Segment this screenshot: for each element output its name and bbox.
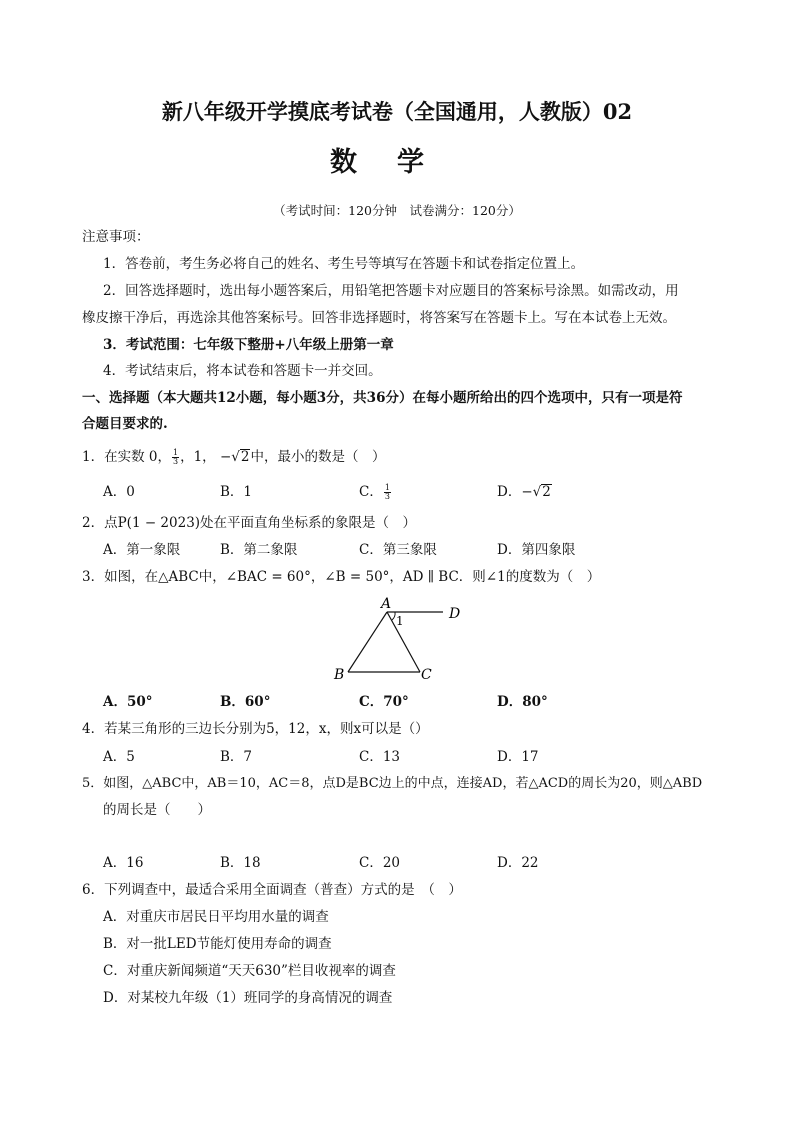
notice-heading: 注意事项： bbox=[82, 229, 150, 245]
q1-mid: ，1， bbox=[180, 449, 216, 465]
q1-vals: 0， bbox=[148, 449, 171, 465]
question-1: 1．在实数 0， $\frac{1}{3}$ ，1， −√2中，最小的数是（ ） bbox=[82, 448, 386, 466]
q2-option-b: B．第二象限 bbox=[220, 542, 298, 558]
notice-item-4: 4．考试结束后，将本试卷和答题卡一并交回。 bbox=[103, 363, 382, 379]
q3-option-d: D．80° bbox=[497, 694, 548, 710]
exam-title: 新八年级开学摸底考试卷（全国通用，人教版）02 bbox=[161, 99, 633, 124]
q4-option-d: D．17 bbox=[497, 749, 539, 765]
notice-item-2: 2．回答选择题时，选出每小题答案后，用铅笔把答题卡对应题目的答案标号涂黑。如需改动，用 bbox=[103, 283, 679, 299]
q3-option-a: A．50° bbox=[103, 694, 153, 710]
q1-option-c-fraction bbox=[384, 484, 391, 501]
subject-heading: 数学 bbox=[330, 147, 464, 178]
question-5: 5．如图，△ABC中，AB＝10，AC＝8，点D是BC边上的中点，连接AD，若△ACD的周长为20，则△ABD bbox=[82, 776, 703, 791]
q1-pre: 1．在实数 bbox=[82, 449, 145, 465]
q1-optd-root: 2 bbox=[542, 484, 551, 500]
q1-option-b: B．1 bbox=[220, 484, 253, 500]
q6-option-a: A．对重庆市居民日平均用水量的调查 bbox=[103, 909, 329, 925]
label-angle-1: 1 bbox=[396, 614, 404, 628]
label-a: A bbox=[381, 596, 392, 612]
q1-optc-den: 3 bbox=[384, 492, 390, 501]
section-heading-cont: 合题目要求的. bbox=[82, 416, 168, 432]
q4-option-a: A．5 bbox=[103, 749, 135, 765]
q3-option-b: B．60° bbox=[220, 694, 271, 710]
q1-post: 中，最小的数是（ ） bbox=[250, 449, 386, 465]
line-ab bbox=[348, 612, 387, 672]
q1-optc-num: 1 bbox=[384, 483, 390, 492]
angle-1-arc bbox=[392, 612, 395, 620]
q6-option-c: C．对重庆新闻频道“天天630”栏目收视率的调查 bbox=[103, 963, 396, 979]
question-3: 3．如图，在△ABC中，∠BAC = 60°，∠B = 50°，AD ∥ BC．则∠1的度数为（ ） bbox=[82, 569, 601, 585]
q2-option-c: C．第三象限 bbox=[359, 542, 437, 558]
q6-option-b: B．对一批LED节能灯使用寿命的调查 bbox=[103, 936, 332, 952]
q5-option-a: A．16 bbox=[103, 855, 144, 871]
q1-frac-den: 3 bbox=[172, 457, 179, 466]
q1-neg: − bbox=[219, 449, 232, 465]
q4-option-b: B．7 bbox=[220, 749, 253, 765]
notice-item-3: 3．考试范围：七年级下整册+八年级上册第一章 bbox=[103, 337, 394, 353]
q1-fraction bbox=[172, 449, 179, 466]
question-6: 6．下列调查中，最适合采用全面调查（普查）方式的是 （ ） bbox=[82, 882, 462, 898]
question-2: 2．点P(1 − 2023)处在平面直角坐标系的象限是（ ） bbox=[82, 515, 417, 531]
q1-option-a: A．0 bbox=[103, 484, 135, 500]
label-b: B bbox=[334, 667, 345, 683]
section-heading: 一、选择题（本大题共12小题，每小题3分，共36分）在每小题所给出的四个选项中，只有一项是符 bbox=[82, 390, 683, 406]
label-d: D bbox=[449, 606, 461, 622]
exam-info: （考试时间：120分钟 试卷满分：120分） bbox=[273, 203, 521, 218]
label-c: C bbox=[421, 667, 432, 683]
q3-option-c: C．70° bbox=[359, 694, 409, 710]
q1-option-c-label: C． bbox=[359, 484, 383, 500]
q1-root: 2 bbox=[240, 449, 250, 465]
q1-option-d: D．−√2 bbox=[497, 484, 551, 500]
q6-option-d: D．对某校九年级（1）班同学的身高情况的调查 bbox=[103, 990, 393, 1006]
question-4: 4．若某三角形的三边长分别为5，12，x，则x可以是（） bbox=[82, 721, 429, 737]
q4-option-c: C．13 bbox=[359, 749, 401, 765]
q1-frac-num: 1 bbox=[172, 448, 179, 457]
q1-option-c bbox=[359, 482, 392, 502]
notice-item-2-cont: 橡皮擦干净后，再选涂其他答案标号。回答非选择题时，将答案写在答题卡上。写在本试卷上无效。 bbox=[82, 310, 676, 326]
q5-option-d: D．22 bbox=[497, 855, 539, 871]
q5-option-b: B．18 bbox=[220, 855, 261, 871]
q2-option-a: A．第一象限 bbox=[103, 542, 181, 558]
triangle-figure bbox=[325, 592, 475, 684]
notice-item-1: 1．答卷前，考生务必将自己的姓名、考生号等填写在答题卡和试卷指定位置上。 bbox=[103, 256, 585, 272]
question-5-cont: 的周长是（ ） bbox=[103, 802, 211, 818]
q2-option-d: D．第四象限 bbox=[497, 542, 576, 558]
q1-option-d-label: D．− bbox=[497, 484, 533, 500]
q5-option-c: C．20 bbox=[359, 855, 401, 871]
